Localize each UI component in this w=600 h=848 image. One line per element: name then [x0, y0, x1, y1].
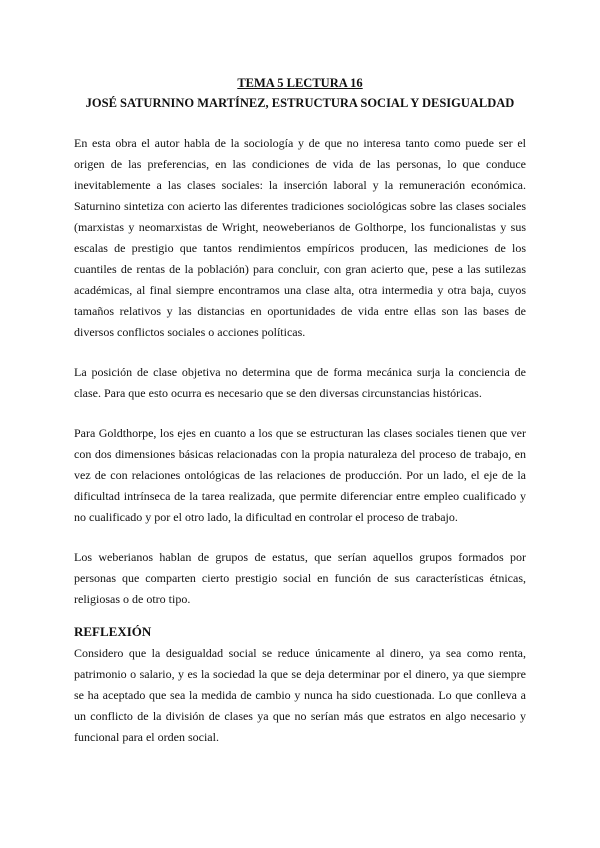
paragraph: La posición de clase objetiva no determina que de forma mecánica surja la conciencia de clase. Para que esto ocurra es necesario que se den diversas circunstancias históricas. — [74, 365, 526, 400]
paragraph: Para Goldthorpe, los ejes en cuanto a los que se estructuran las clases sociales tienen que ver con dos dimensiones básicas relacionadas con la propia naturaleza del proceso de trabajo, en vez de con relaciones ontológicas de las relaciones de producción. Por un lado, el eje de la dificultad intrínseca de la tarea realizada, que permite diferenciar entre empleo cualificado y no cualificado y por el otro lado, la dificultad en controlar el proceso de trabajo. — [74, 426, 526, 524]
paragraph: Los weberianos hablan de grupos de estatus, que serían aquellos grupos formados por personas que comparten cierto prestigio social en función de sus características étnicas, religiosas o de otro tipo. — [74, 550, 526, 606]
document-subtitle: JOSÉ SATURNINO MARTÍNEZ, ESTRUCTURA SOCIAL Y DESIGUALDAD — [85, 96, 515, 110]
document-page — [74, 73, 526, 748]
reflection-paragraph: Considero que la desigualdad social se reduce únicamente al dinero, ya sea como renta, patrimonio o salario, y es la sociedad la que se deja determinar por el dinero, ya que siempre se ha aceptado que sea la medida de cambio y nunca ha sido cuestionada. Lo que conlleva a un conflicto de la división de clases ya que no serían más que estratos en algo necesario y funcional para el orden social. — [74, 646, 526, 744]
document-title: TEMA 5 LECTURA 16 — [237, 76, 363, 90]
paragraph: En esta obra el autor habla de la sociología y de que no interesa tanto como puede ser el origen de las preferencias, en las condiciones de vida de las personas, lo que conduce inevitablemente a las clases sociales: la inserción laboral y la remuneración económica. Saturnino sintetiza con acierto las diferentes tradiciones sociológicas sobre las clases sociales (marxistas y neomarxistas de Wright, neoweberianos de Golthorpe, los funcionalistas y sus escalas de prestigio que tantos rendimientos empíricos producen, las mediciones de los cuantiles de rentas de la población) para concluir, con gran acierto que, pese a las sutilezas académicas, al final siempre encontramos una clase alta, otra intermedia y otra baja, cuyos tamaños relativos y las distancias en oportunidades de vida entre ellas son las bases de diversos conflictos sociales o acciones políticas. — [74, 136, 526, 339]
reflection-heading: REFLEXIÓN — [74, 624, 152, 639]
